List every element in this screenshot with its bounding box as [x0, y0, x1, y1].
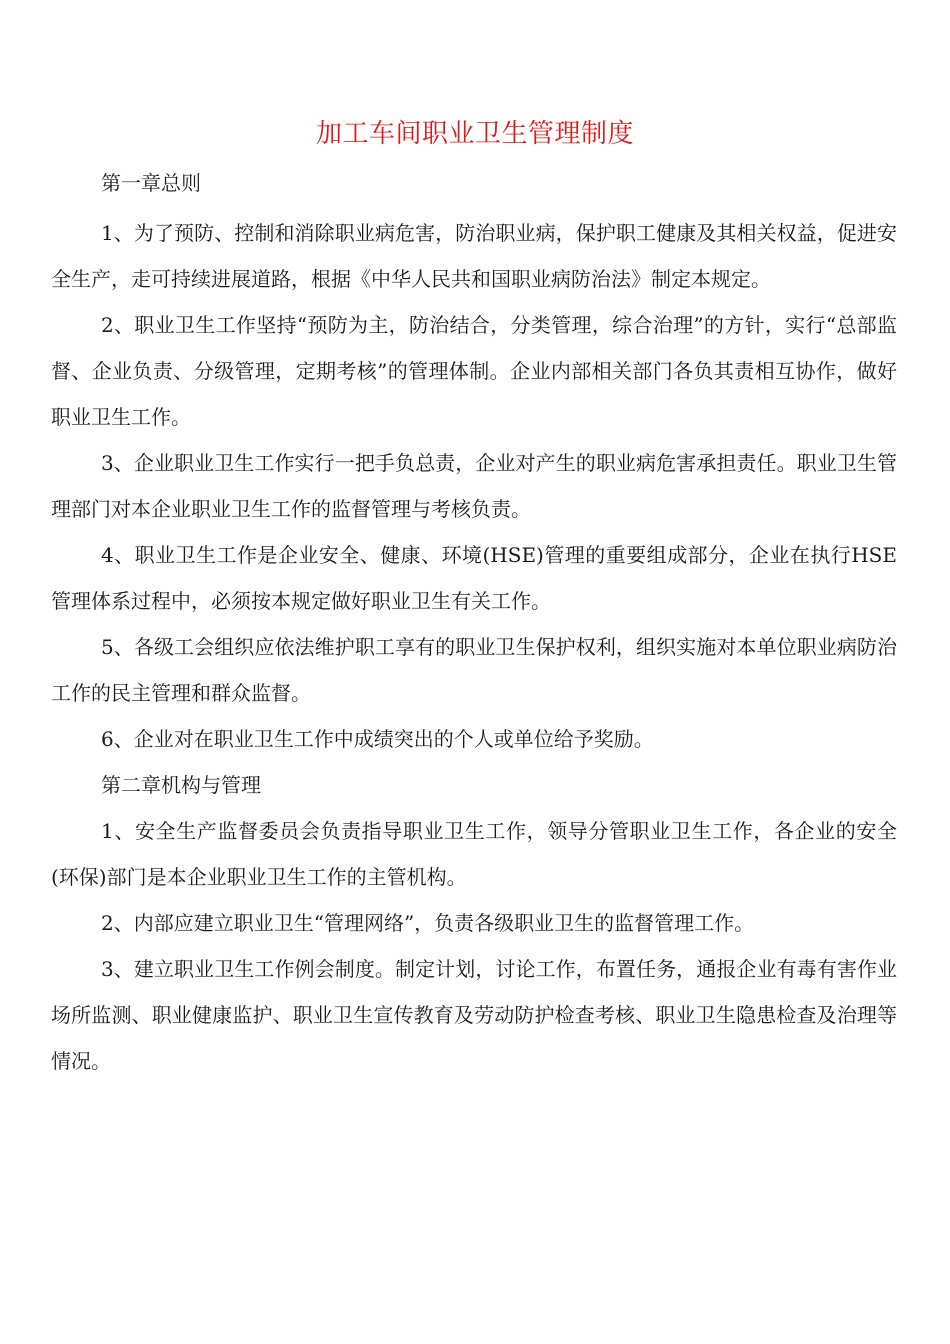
paragraph: 1、安全生产监督委员会负责指导职业卫生工作，领导分管职业卫生工作，各企业的安全(环保)部门是本企业职业卫生工作的主管机构。	[51, 819, 897, 889]
paragraph: 2、内部应建立职业卫生“管理网络”，负责各级职业卫生的监督管理工作。	[101, 911, 755, 935]
paragraph: 4、职业卫生工作是企业安全、健康、环境(HSE)管理的重要组成部分，企业在执行HSE管理体系过程中，必须按本规定做好职业卫生有关工作。	[51, 543, 897, 613]
paragraph: 2、职业卫生工作坚持“预防为主，防治结合，分类管理，综合治理”的方针，实行“总部监督、企业负责、分级管理，定期考核”的管理体制。企业内部相关部门各负其责相互协作，做好职业卫生工作。	[51, 313, 897, 429]
document-title: 加工车间职业卫生管理制度	[315, 119, 634, 149]
paragraph: 5、各级工会组织应依法维护职工享有的职业卫生保护权利，组织实施对本单位职业病防治工作的民主管理和群众监督。	[51, 635, 897, 705]
paragraph: 3、企业职业卫生工作实行一把手负总责，企业对产生的职业病危害承担责任。职业卫生管理部门对本企业职业卫生工作的监督管理与考核负责。	[51, 451, 897, 521]
paragraph: 1、为了预防、控制和消除职业病危害，防治职业病，保护职工健康及其相关权益，促进安全生产，走可持续进展道路，根据《中华人民共和国职业病防治法》制定本规定。	[51, 221, 897, 291]
document-body	[51, 164, 897, 1084]
chapter-heading-organization: 第二章机构与管理	[101, 773, 261, 797]
chapter-heading-general: 第一章总则	[101, 171, 201, 195]
paragraph: 6、企业对在职业卫生工作中成绩突出的个人或单位给予奖励。	[101, 727, 654, 751]
paragraph: 3、建立职业卫生工作例会制度。制定计划，讨论工作，布置任务，通报企业有毒有害作业场所监测、职业健康监护、职业卫生宣传教育及劳动防护检查考核、职业卫生隐患检查及治理等情况。	[51, 957, 897, 1073]
